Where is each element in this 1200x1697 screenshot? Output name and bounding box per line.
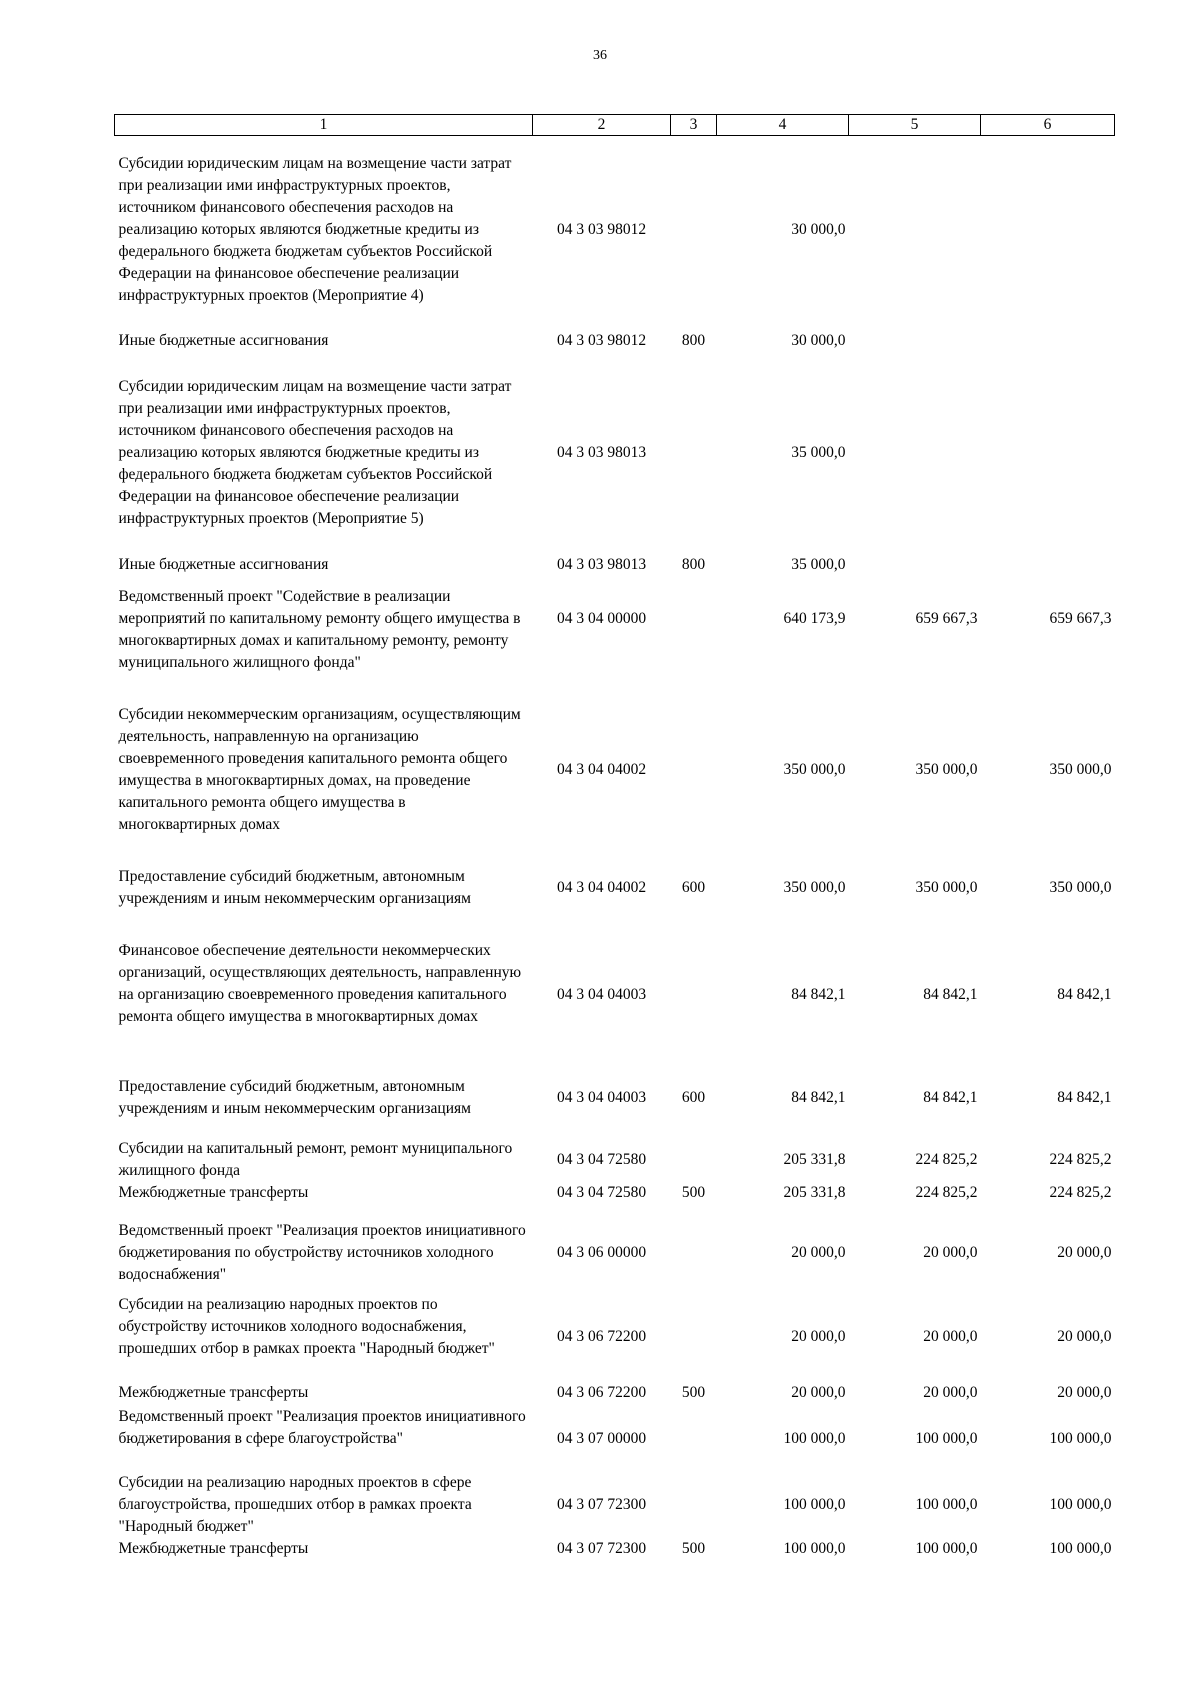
row-code: 04 3 03 98013	[556, 556, 647, 573]
row-expense-type	[671, 136, 717, 325]
row-value-1: 100 000,0	[783, 1540, 846, 1557]
row-value-2	[849, 548, 981, 582]
row-expense-type	[671, 358, 717, 548]
row-expense-type	[671, 1220, 717, 1292]
table-row	[115, 938, 1115, 1074]
column-header-6: 6	[981, 115, 1115, 136]
row-value-1: 20 000,0	[791, 1244, 846, 1261]
row-value-1: 35 000,0	[791, 556, 846, 573]
row-code: 04 3 04 00000	[556, 610, 647, 627]
table-row	[115, 1292, 1115, 1382]
row-name: Иные бюджетные ассигнования	[118, 556, 329, 573]
row-code: 04 3 07 00000	[556, 1430, 647, 1447]
row-value-2: 100 000,0	[915, 1430, 978, 1447]
row-expense-type: 800	[681, 556, 706, 573]
row-value-3: 350 000,0	[1049, 761, 1112, 778]
table-row	[115, 1138, 1115, 1182]
row-value-3: 224 825,2	[1049, 1151, 1112, 1168]
row-name: Субсидии юридическим лицам на возмещение части затрат при реализации ими инфраструктурных проектов, источником финансового обеспечения расходов на реализацию которых являются бюджетные кредиты из федерального бюджета бюджетам субъектов Российской Федерации на финансовое обеспечение реализации инфраструктурных проектов (Мероприятие 5)	[118, 378, 512, 527]
row-name: Финансовое обеспечение деятельности некоммерческих организаций, осуществляющих деятельность, направленную на организацию своевременного проведения капитального ремонта общего имущества в многоквартирных домах	[118, 942, 522, 1025]
row-code: 04 3 04 04002	[556, 761, 647, 778]
table-row	[115, 1182, 1115, 1220]
row-code: 04 3 04 04003	[556, 1089, 647, 1106]
table-row	[115, 136, 1115, 325]
row-code: 04 3 03 98012	[556, 221, 647, 238]
row-value-2: 350 000,0	[915, 879, 978, 896]
table-row	[115, 1074, 1115, 1138]
table-row	[115, 1472, 1115, 1538]
row-name: Ведомственный проект "Реализация проектов инициативного бюджетирования в сфере благоустройства"	[118, 1408, 526, 1447]
row-value-3: 350 000,0	[1049, 879, 1112, 896]
row-value-2	[849, 358, 981, 548]
row-code: 04 3 04 72580	[556, 1184, 647, 1201]
row-name: Ведомственный проект "Реализация проектов инициативного бюджетирования по обустройству источников холодного водоснабжения"	[118, 1222, 526, 1283]
table-row	[115, 1220, 1115, 1292]
row-expense-type: 800	[681, 332, 706, 349]
row-value-1: 350 000,0	[783, 761, 846, 778]
row-expense-type	[671, 1292, 717, 1382]
table-row	[115, 324, 1115, 358]
row-name: Субсидии на реализацию народных проектов по обустройству источников холодного водоснабжения, прошедших отбор в рамках проекта "Народный бюджет"	[118, 1296, 495, 1357]
column-header-3: 3	[671, 115, 717, 136]
row-value-2: 20 000,0	[923, 1328, 978, 1345]
table-row	[115, 1538, 1115, 1562]
row-code: 04 3 07 72300	[556, 1540, 647, 1557]
row-value-3: 100 000,0	[1049, 1496, 1112, 1513]
row-value-2: 20 000,0	[923, 1384, 978, 1401]
row-value-2	[849, 136, 981, 325]
budget-table	[114, 114, 1115, 1562]
row-name: Межбюджетные трансферты	[118, 1540, 309, 1557]
row-code: 04 3 06 00000	[556, 1244, 647, 1261]
row-code: 04 3 03 98013	[556, 444, 647, 461]
row-value-2: 224 825,2	[915, 1184, 978, 1201]
row-name: Иные бюджетные ассигнования	[118, 332, 329, 349]
header-row	[115, 115, 1115, 136]
row-value-1: 100 000,0	[783, 1430, 846, 1447]
row-code: 04 3 03 98012	[556, 332, 647, 349]
row-value-1: 30 000,0	[791, 332, 846, 349]
row-name: Межбюджетные трансферты	[118, 1384, 309, 1401]
table-row	[115, 358, 1115, 548]
row-value-3: 20 000,0	[1057, 1244, 1112, 1261]
row-expense-type	[671, 938, 717, 1074]
row-value-3	[981, 358, 1115, 548]
row-value-1: 30 000,0	[791, 221, 846, 238]
row-name: Ведомственный проект "Содействие в реализации мероприятий по капитальному ремонту общего имущества в многоквартирных домах и капитальному ремонту, ремонту муниципального жилищного фонда"	[118, 588, 521, 671]
row-name: Субсидии некоммерческим организациям, осуществляющим деятельность, направленную на организацию своевременного проведения капитального ремонта общего имущества в многоквартирных домах, на проведение капитального ремонта общего имущества в многоквартирных домах	[118, 706, 521, 833]
table-row	[115, 862, 1115, 938]
row-code: 04 3 04 04003	[556, 986, 647, 1003]
row-value-2: 659 667,3	[915, 610, 978, 627]
row-value-3: 84 842,1	[1057, 1089, 1112, 1106]
row-expense-type: 600	[681, 1089, 706, 1106]
row-code: 04 3 07 72300	[556, 1496, 647, 1513]
row-value-3: 224 825,2	[1049, 1184, 1112, 1201]
row-code: 04 3 06 72200	[556, 1328, 647, 1345]
row-value-1: 20 000,0	[791, 1328, 846, 1345]
row-value-3: 100 000,0	[1049, 1430, 1112, 1447]
row-value-1: 205 331,8	[783, 1184, 846, 1201]
table-row	[115, 702, 1115, 862]
table-row	[115, 582, 1115, 702]
row-expense-type	[671, 1138, 717, 1182]
row-value-3: 659 667,3	[1049, 610, 1112, 627]
row-value-2: 84 842,1	[923, 1089, 978, 1106]
row-value-2: 350 000,0	[915, 761, 978, 778]
table-body	[115, 136, 1115, 1563]
page-number: 36	[593, 48, 607, 63]
row-code: 04 3 06 72200	[556, 1384, 647, 1401]
row-expense-type: 500	[681, 1540, 706, 1557]
row-value-1: 640 173,9	[783, 610, 846, 627]
column-header-1: 1	[115, 115, 533, 136]
table-row	[115, 548, 1115, 582]
row-value-2: 100 000,0	[915, 1540, 978, 1557]
row-code: 04 3 04 04002	[556, 879, 647, 896]
row-value-1: 205 331,8	[783, 1151, 846, 1168]
row-name: Субсидии на капитальный ремонт, ремонт муниципального жилищного фонда	[118, 1140, 513, 1179]
row-expense-type	[671, 582, 717, 702]
row-value-1: 20 000,0	[791, 1384, 846, 1401]
row-value-2: 20 000,0	[923, 1244, 978, 1261]
column-header-2: 2	[533, 115, 671, 136]
row-code: 04 3 04 72580	[556, 1151, 647, 1168]
row-value-3: 20 000,0	[1057, 1384, 1112, 1401]
row-value-1: 350 000,0	[783, 879, 846, 896]
row-value-1: 100 000,0	[783, 1496, 846, 1513]
row-value-1: 84 842,1	[791, 1089, 846, 1106]
row-value-3	[981, 324, 1115, 358]
row-name: Предоставление субсидий бюджетным, автономным учреждениям и иным некоммерческим организациям	[118, 868, 471, 907]
row-value-2: 100 000,0	[915, 1496, 978, 1513]
column-header-5: 5	[849, 115, 981, 136]
row-name: Субсидии юридическим лицам на возмещение части затрат при реализации ими инфраструктурных проектов, источником финансового обеспечения расходов на реализацию которых являются бюджетные кредиты из федерального бюджета бюджетам субъектов Российской Федерации на финансовое обеспечение реализации инфраструктурных проектов (Мероприятие 4)	[118, 155, 512, 304]
row-name: Межбюджетные трансферты	[118, 1184, 309, 1201]
column-header-4: 4	[717, 115, 849, 136]
row-expense-type	[671, 702, 717, 862]
table-header	[115, 115, 1115, 136]
row-expense-type	[671, 1406, 717, 1472]
row-value-2: 224 825,2	[915, 1151, 978, 1168]
row-value-2	[849, 324, 981, 358]
row-value-1: 84 842,1	[791, 986, 846, 1003]
table-row	[115, 1382, 1115, 1406]
row-value-3: 84 842,1	[1057, 986, 1112, 1003]
row-value-2: 84 842,1	[923, 986, 978, 1003]
row-expense-type	[671, 1472, 717, 1538]
row-value-1: 35 000,0	[791, 444, 846, 461]
row-expense-type: 600	[681, 879, 706, 896]
row-value-3	[981, 136, 1115, 325]
row-name: Субсидии на реализацию народных проектов в сфере благоустройства, прошедших отбор в рамках проекта "Народный бюджет"	[118, 1474, 472, 1535]
table-row	[115, 1406, 1115, 1472]
row-expense-type: 500	[681, 1384, 706, 1401]
row-value-3	[981, 548, 1115, 582]
row-expense-type: 500	[681, 1184, 706, 1201]
row-value-3: 20 000,0	[1057, 1328, 1112, 1345]
row-name: Предоставление субсидий бюджетным, автономным учреждениям и иным некоммерческим организациям	[118, 1078, 471, 1117]
row-value-3: 100 000,0	[1049, 1540, 1112, 1557]
